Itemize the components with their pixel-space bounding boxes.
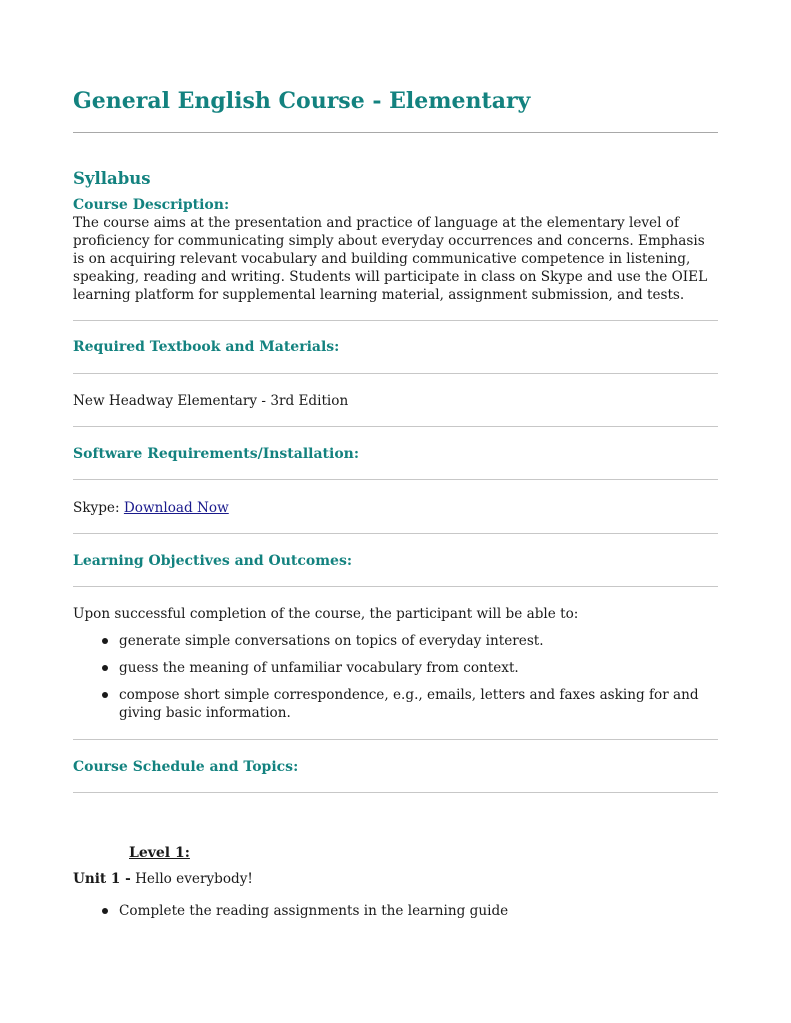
skype-download-link[interactable]: Download Now: [123, 500, 229, 516]
list-item: guess the meaning of unfamiliar vocabulary from context.: [73, 659, 718, 677]
skype-label: Skype:: [73, 500, 120, 516]
section-divider: [73, 373, 718, 374]
page-title: General English Course - Elementary: [73, 88, 531, 114]
section-divider: [73, 426, 718, 427]
list-item: Complete the reading assignments in the learning guide: [73, 902, 718, 920]
section-divider: [73, 479, 718, 480]
textbook-text: New Headway Elementary - 3rd Edition: [73, 393, 349, 409]
objectives-intro: Upon successful completion of the course, the participant will be able to:: [73, 606, 579, 622]
section-divider: [73, 792, 718, 793]
schedule-heading: Course Schedule and Topics:: [73, 759, 299, 775]
textbook-heading: Required Textbook and Materials:: [73, 339, 340, 355]
objectives-list: [73, 632, 718, 731]
unit-label: Unit 1 -: [73, 871, 131, 887]
unit-line: [73, 870, 253, 888]
section-divider: [73, 320, 718, 321]
section-divider: [73, 739, 718, 740]
course-description-heading: Course Description:: [73, 197, 230, 213]
software-line: [73, 499, 229, 517]
list-item: generate simple conversations on topics of everyday interest.: [73, 632, 718, 650]
section-divider: [73, 533, 718, 534]
syllabus-heading: Syllabus: [73, 169, 151, 188]
list-item: compose short simple correspondence, e.g., emails, letters and faxes asking for and giving basic information.: [73, 686, 718, 722]
level-heading: Level 1:: [129, 845, 190, 861]
section-divider: [73, 586, 718, 587]
unit-tasks-list: [73, 902, 718, 929]
unit-title: Hello everybody!: [135, 871, 253, 887]
objectives-heading: Learning Objectives and Outcomes:: [73, 553, 352, 569]
title-divider: [73, 132, 718, 133]
software-heading: Software Requirements/Installation:: [73, 446, 360, 462]
course-description-text: The course aims at the presentation and practice of language at the elementary level of proficiency for communicating simply about everyday occurrences and concerns. Emphasis is on acquiring relevant vocabulary and building communicative competence in listening, speaking, reading and writing. Students will participate in class on Skype and use the OIEL learning platform for supplemental learning material, assignment submission, and tests.: [73, 215, 708, 303]
